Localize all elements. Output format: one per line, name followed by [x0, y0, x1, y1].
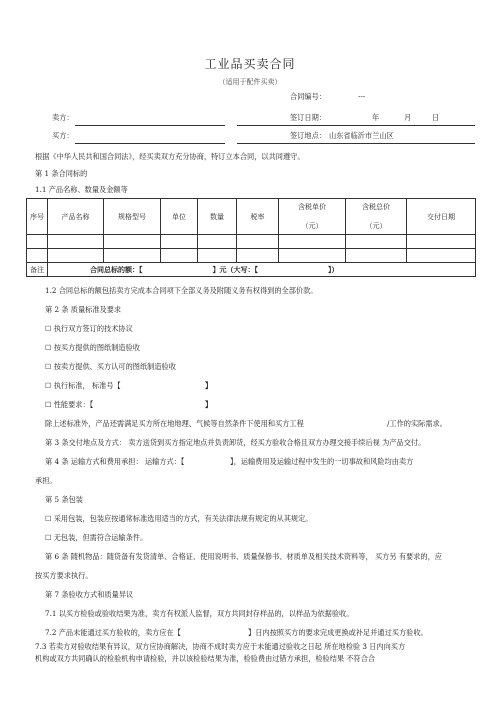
sign-place-underline	[237, 143, 475, 144]
sign-date-day: 日	[432, 113, 440, 122]
column-header-total-price: 含税总价 （元）	[346, 199, 407, 235]
contract-number-value: ---	[358, 92, 366, 101]
column-header-product: 产品名称	[48, 199, 104, 235]
quality-option-tech-agreement[interactable]: ☐ 执行双方签订的技术协议	[45, 324, 133, 333]
article-2-except-tail: /工作的实际需求。	[387, 419, 447, 428]
seller-label: 卖方：	[52, 113, 74, 122]
contract-title: 工业品买卖合同	[204, 57, 296, 71]
article-1-title: 第 1 条合同标的	[35, 169, 88, 178]
preamble: 根据《中华人民共和国合同法》，经买卖双方充分协商，特订立本合同，以共同遵守。	[35, 152, 305, 161]
seller-underline	[75, 125, 225, 126]
article-3: 第 3 条交付地点及方式： 卖方送货到买方指定地点并负责卸货，经买方验收合格且双方办理交接手续后视 为产品交付。	[45, 438, 426, 447]
product-table	[26, 198, 476, 277]
article-7-3-line-1: 7.3 若卖方对验收结果有异议，双方应协商解决，协商不成时卖方应于未能通过验收之日起 所在地检验 3 日内向买方	[35, 642, 406, 651]
article-4-part-c: 承担。	[35, 476, 57, 485]
column-header-unit: 单位	[161, 199, 198, 235]
packaging-option-none[interactable]: ☐ 无包装，但需符合运输条件。	[45, 533, 148, 542]
article-5-title: 第 5 条包装	[45, 495, 83, 504]
total-amount-cell: 合同总标的额：【 】元（大写：【 】）	[48, 263, 476, 277]
article-7-title: 第 7 条验收方式和质量异议	[45, 590, 134, 599]
article-2-except: 除上述标准外，产品还需满足买方所在地地理、气候等自然条件下使用和买方工程	[45, 419, 304, 428]
article-4-part-a: 第 4 条 运输方式和费用承担： 运输方式：【	[45, 457, 185, 466]
quality-option-performance[interactable]: ☐ 性能要求：【	[45, 400, 94, 409]
contract-number-label: 合同编号：	[290, 92, 326, 101]
column-header-unit-price: 含税单价 （元）	[279, 199, 346, 235]
article-4-part-b: 】，运输费用及运输过程中发生的一切事故和风险均由卖方	[230, 457, 414, 466]
column-header-index: 序号	[27, 199, 48, 235]
article-1-1: 1.1 产品名称、数量及金额等	[35, 185, 128, 194]
performance-bracket-close: 】	[205, 400, 213, 409]
sign-date-label: 签订日期：	[290, 113, 326, 122]
article-7-3-line-2: 机构或双方共同确认的检验机构申请检验，并以该检验结果为准，检验费由过错方承担，检验结果 不符合合	[35, 654, 376, 663]
table-total-row	[27, 263, 476, 277]
article-6-line-1: 第 6 条 随机物品：随货备有发货清单、合格证、使用说明书、质量保修书、材质单及相关技术资料等， 买方另 有要求的，应	[45, 552, 442, 561]
remark-cell: 备注	[27, 263, 48, 277]
sign-place-value: 山东省临沂市兰山区	[329, 131, 394, 140]
quality-option-buyer-drawings[interactable]: ☐ 按买方提供的图纸制造验收	[45, 343, 140, 352]
column-header-spec: 规格型号	[104, 199, 161, 235]
table-row	[27, 235, 476, 249]
table-row	[27, 249, 476, 263]
column-header-delivery-date: 交付日期	[407, 199, 476, 235]
column-header-quantity: 数量	[198, 199, 237, 235]
article-7-2-part-b: 】日内按照买方的要求完成更换或补足并通过买方验收。	[248, 628, 428, 637]
table-header-row	[27, 199, 476, 235]
article-6-line-2: 按买方要求执行。	[35, 571, 93, 580]
contract-subtitle: （适用于配件买卖）	[218, 78, 282, 86]
sign-date-underline	[237, 125, 475, 126]
article-2-title: 第 2 条 质量标准及要求	[45, 305, 122, 314]
standard-bracket-close: 】	[205, 381, 213, 390]
article-7-1: 7.1 以买方检验或验收结果为准，卖方有权派人监督，双方共同封存样品的，以样品为依据验收。	[45, 609, 354, 618]
sign-date-year: 年	[372, 113, 380, 122]
buyer-label: 买方：	[52, 131, 74, 140]
column-header-tax-rate: 税率	[237, 199, 279, 235]
sign-place-label: 签订地点：	[290, 131, 326, 140]
sign-date-month: 月	[404, 113, 412, 122]
article-1-2: 1.2 合同总标的额包括卖方完成本合同项下全部义务及附随义务有权得到的全部价款。	[45, 286, 318, 295]
quality-option-seller-drawings[interactable]: ☐ 按卖方提供、买方认可的图纸制造验收	[45, 362, 176, 371]
packaging-option-standard[interactable]: ☐ 采用包装，包装应按通常标准选用适当的方式，有关法律法规有规定的从其规定。	[45, 514, 313, 523]
article-7-2-part-a: 7.2 产品未能通过买方验收的，卖方应在【	[45, 628, 181, 637]
quality-option-standard[interactable]: ☐ 执行标准， 标准号【	[45, 381, 121, 390]
buyer-underline	[75, 143, 225, 144]
